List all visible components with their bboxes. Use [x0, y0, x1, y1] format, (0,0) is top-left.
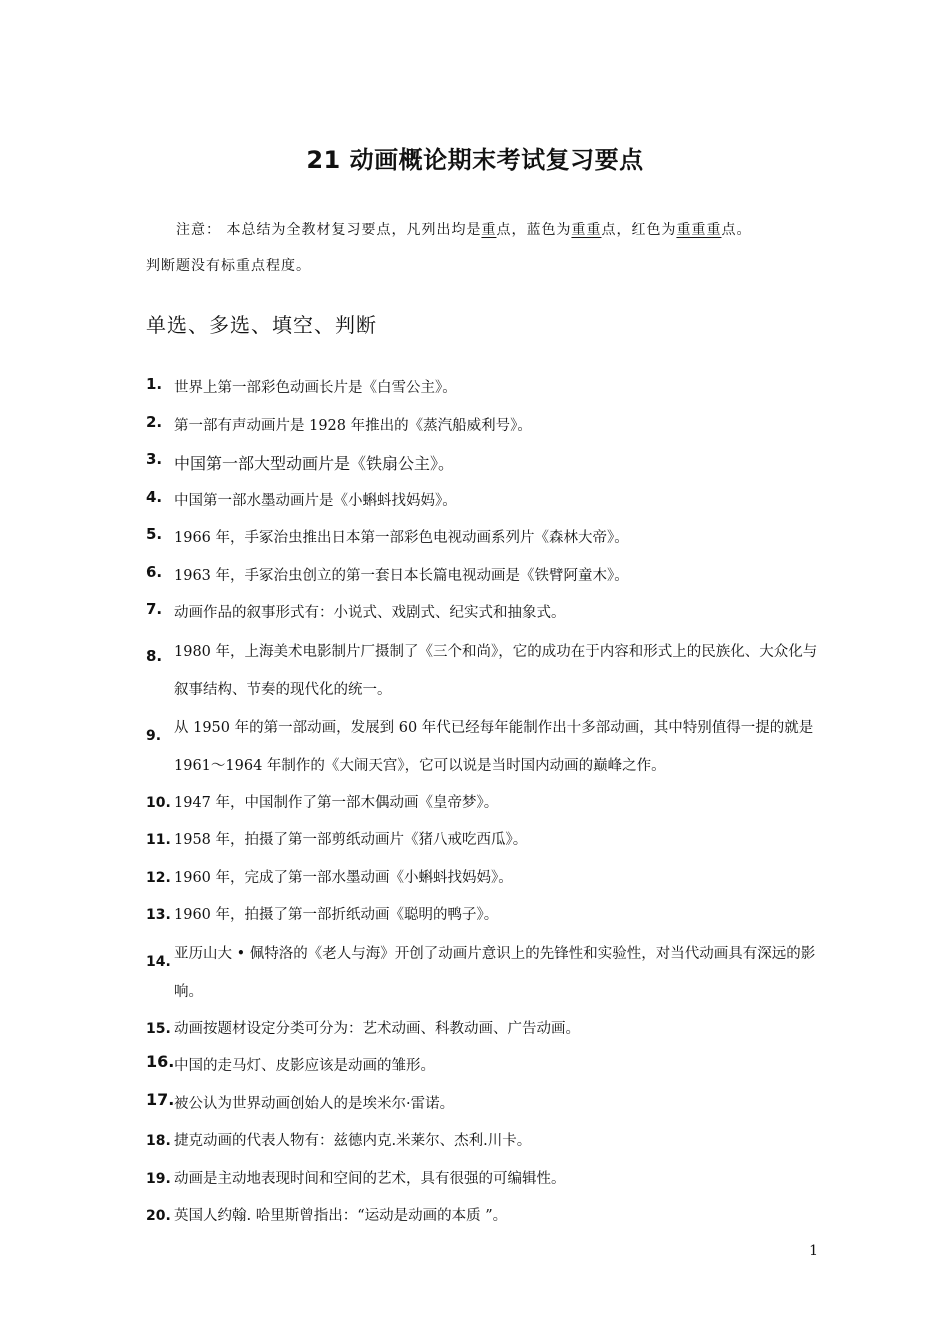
- list-item: [146, 376, 826, 401]
- note-text-1: 注意： 本总结为全教材复习要点，凡列出均是: [176, 222, 482, 238]
- item-number: 10.: [146, 794, 171, 811]
- item-number: 12.: [146, 869, 171, 886]
- item-text: 英国人约翰. 哈里斯曾指出：“运动是动画的本质 ”。: [174, 1208, 508, 1224]
- item-text: 中国的走马灯、皮影应该是动画的雏形。: [174, 1058, 435, 1074]
- note-line-2: 判断题没有标重点程度。: [146, 258, 311, 274]
- page-number: 1: [809, 1243, 818, 1259]
- item-text: 中国第一部大型动画片是《铁扇公主》。: [174, 454, 455, 473]
- item-text: 1960 年，拍摄了第一部折纸动画《聪明的鸭子》。: [174, 907, 499, 923]
- item-number: 17.: [146, 1089, 175, 1109]
- item-text: 动画按题材设定分类可分为：艺术动画、科教动画、广告动画。: [174, 1020, 580, 1037]
- item-text: 动画是主动地表现时间和空间的艺术，具有很强的可编辑性。: [174, 1170, 566, 1187]
- list-item: [146, 633, 826, 709]
- note-text-4: 点。: [721, 222, 752, 238]
- list-item: [146, 866, 826, 891]
- item-number: 3.: [146, 450, 163, 468]
- item-number: 13.: [146, 907, 171, 923]
- list-item: [146, 414, 826, 439]
- list-item: [146, 709, 826, 785]
- item-text: 从 1950 年的第一部动画，发展到 60 年代已经每年能制作出十多部动画，其中特别值得一提的就是 1961～1964 年制作的《大闹天宫》，它可以说是当时国内动画的巅峰之作。: [174, 719, 814, 774]
- item-number: 2.: [146, 412, 163, 431]
- item-text: 动画作品的叙事形式有：小说式、戏剧式、纪实式和抽象式。: [174, 605, 566, 621]
- item-text: 1960 年，完成了第一部水墨动画《小蝌蚪找妈妈》。: [174, 869, 513, 886]
- list-item: [146, 935, 826, 1011]
- note-line-1: [146, 212, 826, 248]
- item-number: 11.: [146, 832, 171, 848]
- item-text: 亚历山大 • 佩特洛的《老人与海》开创了动画片意识上的先锋性和实验性，对当代动画具有深远的影响。: [174, 945, 816, 1000]
- list-item: [146, 451, 826, 476]
- item-text: 被公认为世界动画创始人的是埃米尔·雷诺。: [174, 1095, 455, 1112]
- item-text: 1947 年，中国制作了第一部木偶动画《皇帝梦》。: [174, 794, 499, 811]
- item-number: 8.: [146, 646, 163, 665]
- item-number: 4.: [146, 487, 163, 506]
- list-item: [146, 526, 826, 551]
- document-title: 21 动画概论期末考试复习要点: [306, 146, 644, 174]
- item-number: 14.: [146, 953, 171, 970]
- list-item: [146, 1017, 826, 1042]
- list-item: [146, 1129, 826, 1154]
- section-heading: 单选、多选、填空、判断: [146, 313, 377, 337]
- item-number: 18.: [146, 1133, 171, 1149]
- note-text-3: 点，红色为: [601, 222, 677, 238]
- item-text: 捷克动画的代表人物有：兹德内克.米莱尔、杰利.川卡。: [174, 1133, 532, 1149]
- note-paragraph: [146, 212, 826, 284]
- item-number: 1.: [146, 375, 163, 393]
- list-item: [146, 1089, 826, 1117]
- list-item: [146, 489, 826, 514]
- note-underline-2: 重重: [571, 222, 602, 238]
- item-text: 1963 年，手冢治虫创立的第一套日本长篇电视动画是《铁臂阿童木》。: [174, 567, 629, 584]
- list-item: [146, 1167, 826, 1192]
- item-text: 中国第一部水墨动画片是《小蝌蚪找妈妈》。: [174, 492, 457, 509]
- item-text: 第一部有声动画片是 1928 年推出的《蒸汽船威利号》。: [174, 417, 532, 434]
- item-number: 15.: [146, 1020, 171, 1037]
- list-item: [146, 601, 826, 626]
- list-item: [146, 1054, 826, 1079]
- item-text: 1966 年，手冢治虫推出日本第一部彩色电视动画系列片《森林大帝》。: [174, 530, 629, 546]
- item-text: 1980 年，上海美术电影制片厂摄制了《三个和尚》，它的成功在于内容和形式上的民族化、大众化与叙事结构、节奏的现代化的统一。: [174, 643, 818, 698]
- item-number: 7.: [146, 600, 163, 618]
- item-number: 19.: [146, 1170, 171, 1187]
- item-text: 1958 年，拍摄了第一部剪纸动画片《猪八戒吃西瓜》。: [174, 832, 528, 848]
- list-item: [146, 1204, 826, 1229]
- item-number: 5.: [146, 525, 163, 543]
- item-number: 20.: [146, 1208, 171, 1224]
- note-text-2: 点，蓝色为: [496, 222, 572, 238]
- list-item: [146, 903, 826, 928]
- list-item: [146, 791, 826, 816]
- item-number: 16.: [146, 1052, 175, 1071]
- question-list: [146, 376, 826, 1242]
- item-text: 世界上第一部彩色动画长片是《白雪公主》。: [174, 380, 457, 396]
- item-number: 6.: [146, 562, 163, 581]
- note-underline-1: 重: [481, 222, 497, 238]
- list-item: [146, 828, 826, 853]
- item-number: 9.: [146, 727, 162, 744]
- note-underline-3: 重重重: [676, 222, 722, 238]
- list-item: [146, 564, 826, 589]
